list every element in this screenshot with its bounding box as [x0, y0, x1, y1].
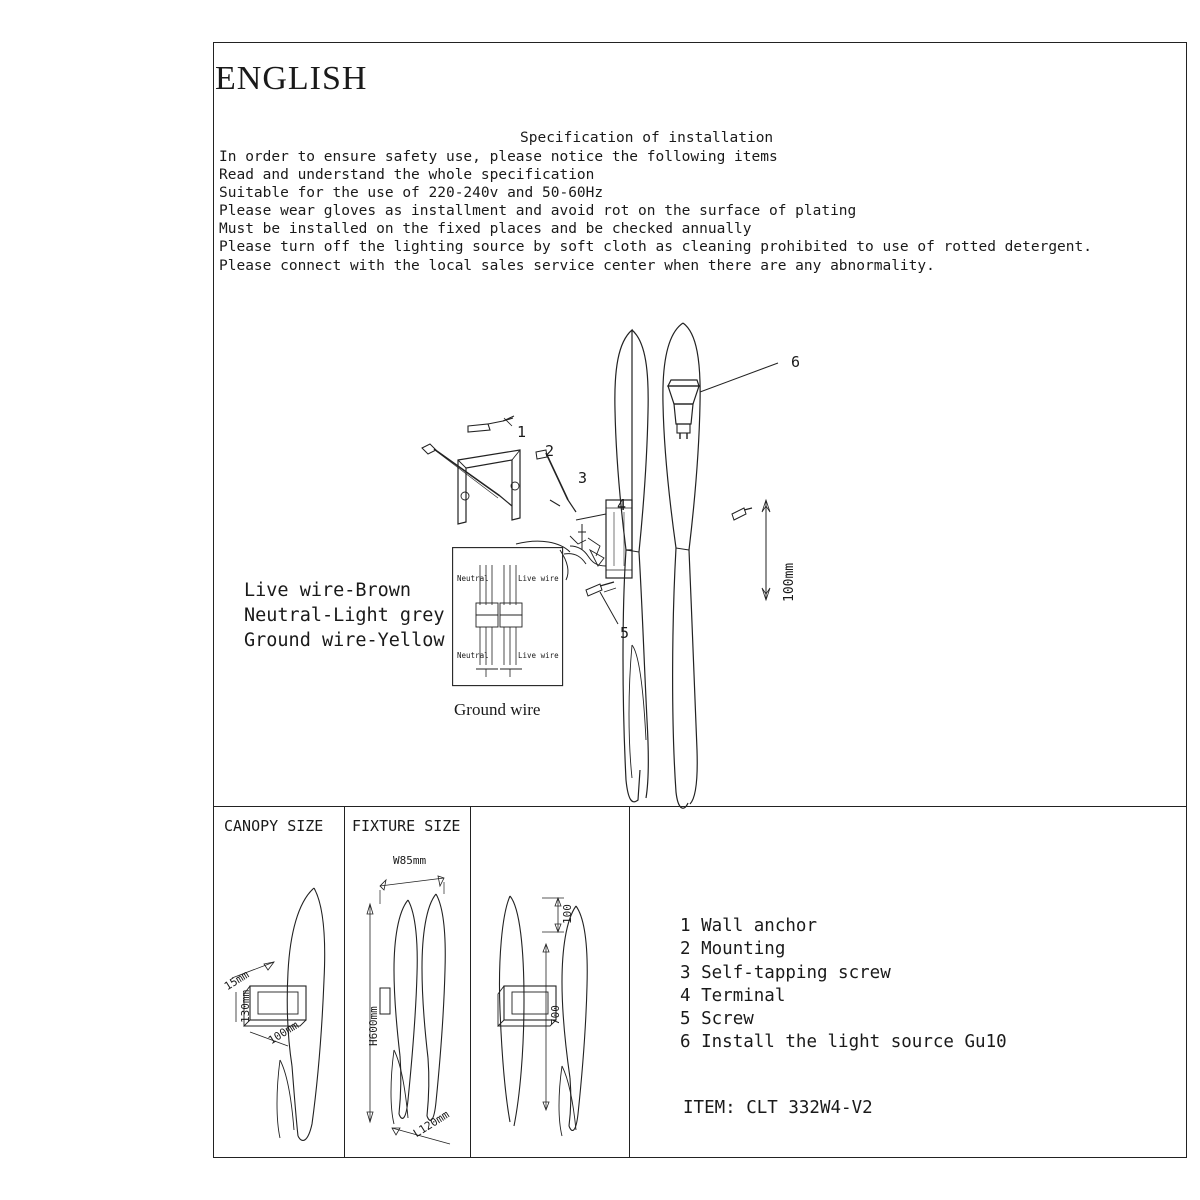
- spec-line: Please wear gloves as installment and avoid rot on the surface of plating: [219, 203, 857, 220]
- part-item-6: [680, 1031, 1007, 1054]
- part-number: 6: [680, 1032, 691, 1053]
- wiring-detail-box: [452, 547, 564, 687]
- mounting-dim-700: 700: [549, 1005, 562, 1025]
- part-item-2: [680, 938, 1007, 961]
- fixture-size-drawing: [350, 860, 466, 1150]
- callout-6: 6: [791, 353, 801, 371]
- fixture-dim-h600mm: H600mm: [367, 1006, 380, 1046]
- terminal-label-neutral-bottom: Neutral: [457, 651, 489, 660]
- part-number: 1: [680, 916, 691, 936]
- legend-neutral: Neutral-Light grey: [244, 605, 445, 626]
- part-number: 3: [680, 962, 691, 983]
- callout-3: 3: [578, 469, 588, 487]
- spec-line: Please turn off the lighting source by soft cloth as cleaning prohibited to use of rotted detergent.: [219, 239, 1092, 256]
- mounting-dim-100: 100: [561, 904, 574, 924]
- spec-line: In order to ensure safety use, please notice the following items: [219, 149, 778, 165]
- part-label: Self-tapping screw: [701, 962, 891, 983]
- part-label: Wall anchor: [701, 916, 817, 936]
- part-number: 2: [680, 939, 691, 960]
- part-item-4: [680, 985, 1007, 1008]
- part-label: Install the light source Gu10: [701, 1032, 1007, 1053]
- legend-ground: Ground wire-Yellow: [244, 630, 445, 651]
- callout-4: 4: [617, 496, 627, 514]
- part-number: 4: [680, 985, 691, 1006]
- spec-heading: Specification of installation: [520, 130, 774, 146]
- part-item-5: [680, 1008, 1007, 1031]
- part-item-3: [680, 962, 1007, 985]
- height-dimension-label: 100mm: [782, 562, 797, 602]
- callout-1: 1: [517, 423, 527, 441]
- fixture-dim-l120mm: L120mm: [411, 1107, 452, 1141]
- part-number: 5: [680, 1009, 691, 1030]
- canopy-dim-130mm: 130mm: [239, 989, 252, 1023]
- panel-top-divider: [213, 806, 1187, 807]
- spec-body: [219, 148, 1092, 275]
- canopy-size-title: CANOPY SIZE: [224, 817, 324, 835]
- spec-line: Read and understand the whole specification: [219, 167, 595, 184]
- callout-5: 5: [620, 624, 630, 642]
- part-label: Screw: [701, 1009, 754, 1030]
- terminal-label-neutral-top: Neutral: [457, 574, 489, 583]
- ground-wire-label: Ground wire: [454, 700, 541, 719]
- terminal-label-live-bottom: Live wire: [518, 651, 559, 660]
- canopy-size-drawing: [218, 880, 342, 1150]
- panel-divider-3: [629, 806, 630, 1158]
- legend-live: Live wire-Brown: [244, 580, 412, 601]
- part-label: Terminal: [701, 985, 786, 1006]
- fixture-size-title: FIXTURE SIZE: [352, 817, 461, 835]
- canopy-dim-15mm: 15mm: [222, 967, 252, 994]
- terminal-label-live-top: Live wire: [518, 574, 559, 583]
- panel-divider-2: [470, 806, 471, 1158]
- page-title: ENGLISH: [215, 60, 368, 97]
- part-label: Mounting: [701, 939, 786, 960]
- item-code: ITEM: CLT 332W4-V2: [683, 1098, 873, 1118]
- panel-divider-1: [344, 806, 345, 1158]
- canopy-dim-100mm: 100mm: [266, 1018, 301, 1048]
- part-item-1: [680, 915, 1007, 938]
- spec-line: Must be installed on the fixed places and be checked annually: [219, 221, 752, 238]
- wire-color-legend: [244, 578, 444, 653]
- callout-2: 2: [545, 442, 555, 460]
- spec-line: Please connect with the local sales service center when there are any abnormality.: [219, 257, 935, 274]
- spec-line: Suitable for the use of 220-240v and 50-60Hz: [219, 185, 604, 202]
- fixture-dim-w85mm: W85mm: [393, 854, 427, 867]
- parts-list: [680, 915, 1007, 1055]
